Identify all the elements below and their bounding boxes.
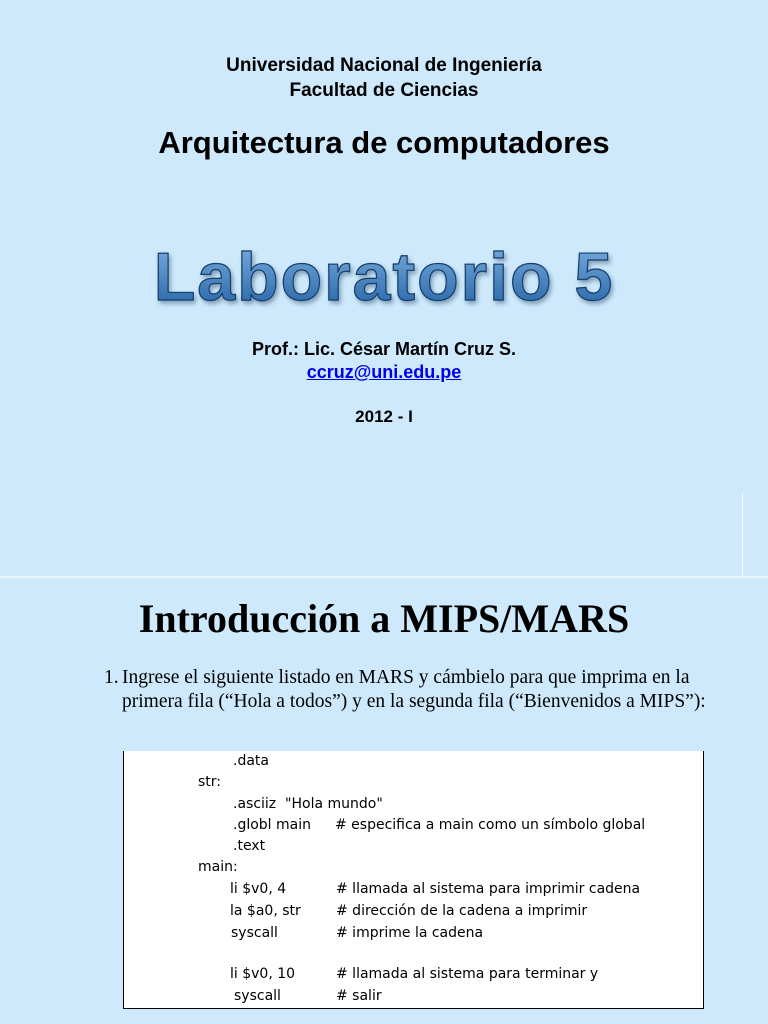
code-comment: # llamada al sistema para terminar y [336,966,599,982]
code-line: syscall [231,925,278,941]
code-comment: # llamada al sistema para imprimir cadena [336,881,641,897]
code-line: .globl main [233,817,311,833]
lab-title: Laboratorio 5 [0,238,768,316]
code-line: li $v0, 10 [230,966,296,982]
code-comment: # dirección de la cadena a imprimir [336,903,588,919]
code-comment: # salir [336,988,382,1004]
email-line [0,362,768,383]
email-link[interactable]: ccruz@uni.edu.pe [306,362,462,382]
code-line: .text [233,838,266,854]
slide-edge-line [742,493,743,583]
item-number: 1. [104,667,119,688]
code-line: .asciiz "Hola mundo" [233,796,383,812]
instruction-text: Ingrese el siguiente listado en MARS y cámbielo para que imprima en la primera fila (“Hola a todos”) y en la segunda fila (“Bienvenidos a MIPS”): [122,667,706,712]
code-line: main: [198,859,238,875]
code-line: la $a0, str [230,903,301,919]
faculty-name: Facultad de Ciencias [289,80,479,101]
code-comment: # especifica a main como un símbolo global [335,817,646,833]
university-name: Universidad Nacional de Ingeniería [226,55,542,76]
code-line: .data [233,753,269,769]
slide-title: Introducción a MIPS/MARS [138,596,630,641]
code-line: syscall [234,988,281,1004]
professor-name: Prof.: Lic. César Martín Cruz S. [251,339,517,359]
course-title: Arquitectura de computadores [158,125,610,160]
instruction-item [104,666,744,714]
academic-term: 2012 - I [355,407,413,426]
code-line: li $v0, 4 [230,881,287,897]
code-line: str: [198,774,222,790]
code-comment: # imprime la cadena [336,925,484,941]
code-listing [123,751,704,1009]
